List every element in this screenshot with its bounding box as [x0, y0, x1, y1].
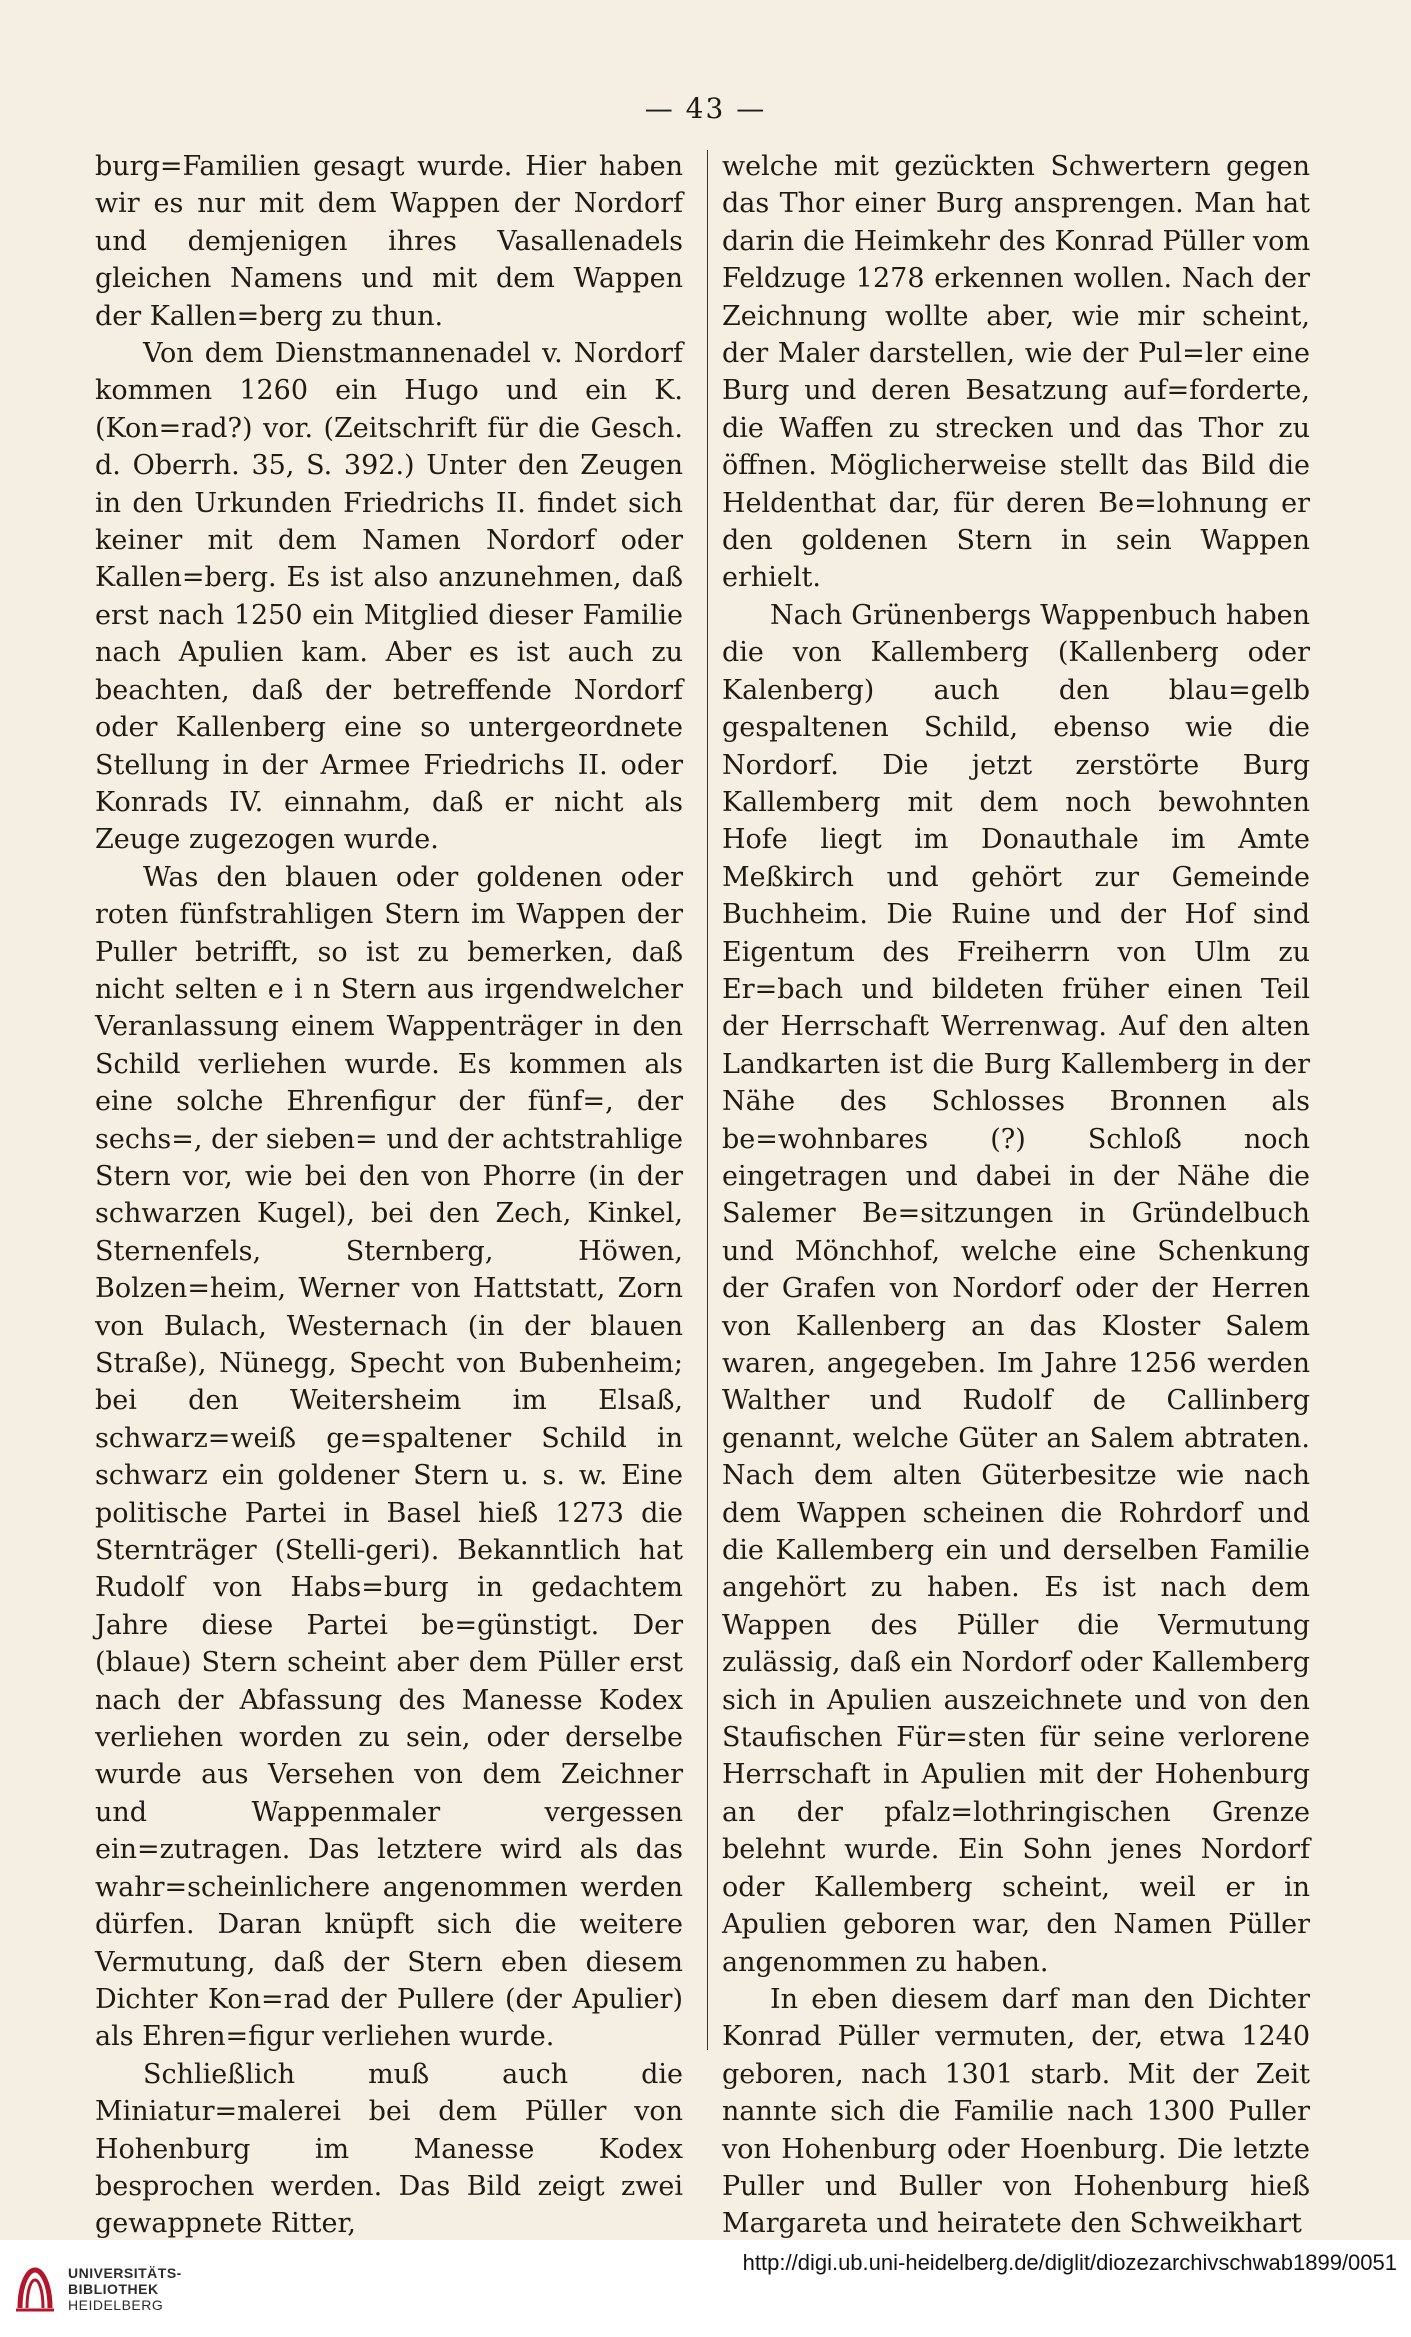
footer-bar [0, 2240, 1411, 2337]
logo-line-1: UNIVERSITÄTS- [68, 2265, 182, 2281]
right-paragraph-1: welche mit gezückten Schwertern gegen das Thor einer Burg ansprengen. Man hat darin die Heimkehr des Konrad Püller vom Feldzuge 1278 erkennen wollen. Nach der Zeichnung wollte aber, wie mir scheint, der Maler darstellen, wie der Pul=ler eine Burg und deren Besatzung auf=forderte, die Waffen zu strecken und das Thor zu öffnen. Möglicherweise stellt das Bild die Heldenthat dar, für deren Be=lohnung er den goldenen Stern in sein Wappen erhielt. [722, 151, 1310, 594]
page-number: — 43 — [644, 92, 767, 125]
source-url-link[interactable]: http://digi.ub.uni-heidelberg.de/diglit/diozezarchivschwab1899/0051 [742, 2250, 1397, 2275]
logo-line-2: BIBLIOTHEK [68, 2281, 159, 2297]
left-paragraph-3: Was den blauen oder goldenen oder roten fünfstrahligen Stern im Wappen der Puller betrifft, so ist zu bemerken, daß nicht selten e i n Stern aus irgendwelcher Veranlassung einem Wappenträger in den Schild verliehen wurde. Es kommen als eine solche Ehrenfigur der fünf=, der sechs=, der sieben= und der achtstrahlige Stern vor, wie bei den von Phorre (in der schwarzen Kugel), bei den Zech, Kinkel, Sternenfels, Sternberg, Höwen, Bolzen=heim, Werner von Hattstatt, Zorn von Bulach, Westernach (in der blauen Straße), Nünegg, Specht von Bubenheim; bei den Weitersheim im Elsaß, schwarz=weiß ge=spaltener Schild in schwarz ein goldener Stern u. s. w. Eine politische Partei in Basel hieß 1273 die Sternträger (Stelli-geri). Bekanntlich hat Rudolf von Habs=burg in gedachtem Jahre diese Partei be=günstigt. Der (blaue) Stern scheint aber dem Püller erst nach der Abfassung des Manesse Kodex verliehen worden zu sein, oder derselbe wurde aus Versehen von dem Zeichner und Wappenmaler vergessen ein=zutragen. Das letztere wird als das wahr=scheinlichere angenommen werden dürfen. Daran knüpft sich die weitere Vermutung, daß der Stern eben diesem Dichter Kon=rad der Pullere (der Apulier) als Ehren=figur verliehen wurde. [95, 861, 683, 2053]
logo-line-3: HEIDELBERG [68, 2297, 164, 2313]
left-paragraph-4: Schließlich muß auch die Miniatur=malerei bei dem Püller von Hohenburg im Manesse Kodex besprochen werden. Das Bild zeigt zwei gewappnete Ritter, [95, 2058, 683, 2240]
right-paragraph-3: In eben diesem darf man den Dichter Konrad Püller vermuten, der, etwa 1240 geboren, nach 1301 starb. Mit der Zeit nannte sich die Familie nach 1300 Puller von Hohenburg oder Hoenburg. Die letzte Puller und Buller von Hohenburg hieß Margareta und heiratete den Schweikhart [722, 1983, 1310, 2240]
library-logo[interactable] [14, 2264, 182, 2314]
left-paragraph-1: burg=Familien gesagt wurde. Hier haben wir es nur mit dem Wappen der Nordorf und demjenigen ihres Vasallenadels gleichen Namens und mit dem Wappen der Kallen=berg zu thun. [95, 151, 683, 332]
left-paragraph-2: Von dem Dienstmannenadel v. Nordorf kommen 1260 ein Hugo und ein K. (Kon=rad?) vor. (Zeitschrift für die Gesch. d. Oberrh. 35, S. 392.) Unter den Zeugen in den Urkunden Friedrichs II. findet sich keiner mit dem Namen Nordorf oder Kallen=berg. Es ist also anzunehmen, daß erst nach 1250 ein Mitglied dieser Familie nach Apulien kam. Aber es ist auch zu beachten, daß der betreffende Nordorf oder Kallenberg eine so untergeordnete Stellung in der Armee Friedrichs II. oder Konrads IV. einnahm, daß er nicht als Zeuge zugezogen wurde. [95, 338, 683, 856]
right-paragraph-2: Nach Grünenbergs Wappenbuch haben die von Kallemberg (Kallenberg oder Kalenberg) auch den blau=gelb gespaltenen Schild, ebenso wie die Nordorf. Die jetzt zerstörte Burg Kallemberg mit dem noch bewohnten Hofe liegt im Donauthale im Amte Meßkirch und gehört zur Gemeinde Buchheim. Die Ruine und der Hof sind Eigentum des Freiherrn von Ulm zu Er=bach und bildeten früher einen Teil der Herrschaft Werrenwag. Auf den alten Landkarten ist die Burg Kallemberg in der Nähe des Schlosses Bronnen als be=wohnbares (?) Schloß noch eingetragen und dabei in der Nähe die Salemer Be=sitzungen in Gründelbuch und Mönchhof, welche eine Schenkung der Grafen von Nordorf oder der Herren von Kallenberg an das Kloster Salem waren, angegeben. Im Jahre 1256 werden Walther und Rudolf de Callinberg genannt, welche Güter an Salem abtraten. Nach dem alten Güterbesitze wie nach dem Wappen scheinen die Rohrdorf und die Kallemberg ein und derselben Familie angehört zu haben. Es ist nach dem Wappen des Püller die Vermutung zulässig, daß ein Nordorf oder Kallemberg sich in Apulien auszeichnete und von den Staufischen Für=sten für seine verlorene Herrschaft in Apulien mit der Hohenburg an der pfalz=lothringischen Grenze belehnt wurde. Ein Sohn jenes Nordorf oder Kallemberg scheint, weil er in Apulien geboren war, den Namen Püller angenommen zu haben. [722, 599, 1310, 1978]
right-column [722, 148, 1310, 2243]
library-logo-text [68, 2265, 182, 2313]
left-column [95, 148, 683, 2243]
column-divider [707, 150, 708, 2050]
library-seal-icon [14, 2264, 56, 2314]
